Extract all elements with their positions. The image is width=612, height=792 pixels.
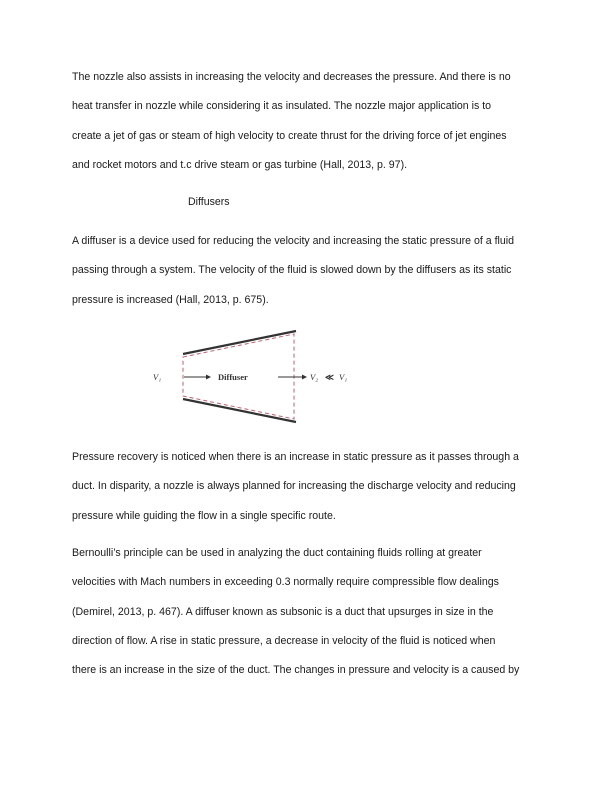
text-line: The nozzle also assists in increasing the velocity and decreases the pressure. And there is no [72, 71, 511, 83]
text-line: direction of flow. A rise in static pressure, a decrease in velocity of the fluid is noticed when [72, 634, 496, 647]
text-line: velocities with Mach numbers in exceeding 0.3 normally require compressible flow dealings [72, 576, 499, 589]
text-line: duct. In disparity, a nozzle is always planned for increasing the discharge velocity and reducing [72, 480, 516, 493]
diffuser-top-wall [183, 331, 296, 354]
diffuser-bottom-wall [183, 399, 296, 422]
reference-velocity-label: V₁ [339, 372, 348, 382]
text-line: pressure while guiding the flow in a single specific route. [72, 509, 336, 522]
text-line: Bernoulli’s principle can be used in analyzing the duct containing fluids rolling at greater [72, 547, 482, 559]
text-line: create a jet of gas or steam of high velocity to create thrust for the driving force of jet engines [72, 129, 507, 142]
diffuser-label: Diffuser [218, 372, 248, 382]
text-line: (Demirel, 2013, p. 467). A diffuser known as subsonic is a duct that upsurges in size in the [72, 605, 494, 618]
diffuser-figure [150, 325, 370, 425]
text-line: pressure is increased (Hall, 2013, p. 675). [72, 293, 269, 306]
outlet-arrowhead [302, 375, 307, 380]
text-line: heat transfer in nozzle while considering it as insulated. The nozzle major application is to [72, 100, 492, 113]
paragraph-bernoulli [72, 539, 542, 685]
paragraph-nozzle [72, 63, 542, 180]
inlet-velocity-label: V₁ [153, 372, 162, 382]
paragraph-diffuser-definition [72, 227, 542, 315]
diffuser-diagram [150, 325, 370, 425]
section-heading-diffusers: Diffusers [188, 196, 230, 208]
much-less-than-symbol: ≪ [325, 372, 334, 382]
text-line: passing through a system. The velocity of the fluid is slowed down by the diffusers as its static [72, 264, 512, 277]
text-line: there is an increase in the size of the duct. The changes in pressure and velocity is a caused by [72, 664, 520, 677]
inlet-arrowhead [206, 375, 211, 380]
text-line: and rocket motors and t.c drive steam or gas turbine (Hall, 2013, p. 97). [72, 158, 408, 171]
text-line: A diffuser is a device used for reducing the velocity and increasing the static pressure of a fluid [72, 235, 515, 247]
paragraph-pressure-recovery [72, 443, 542, 531]
text-line: Pressure recovery is noticed when there is an increase in static pressure as it passes through a [72, 451, 519, 463]
outlet-velocity-label: V₂ [310, 372, 319, 382]
